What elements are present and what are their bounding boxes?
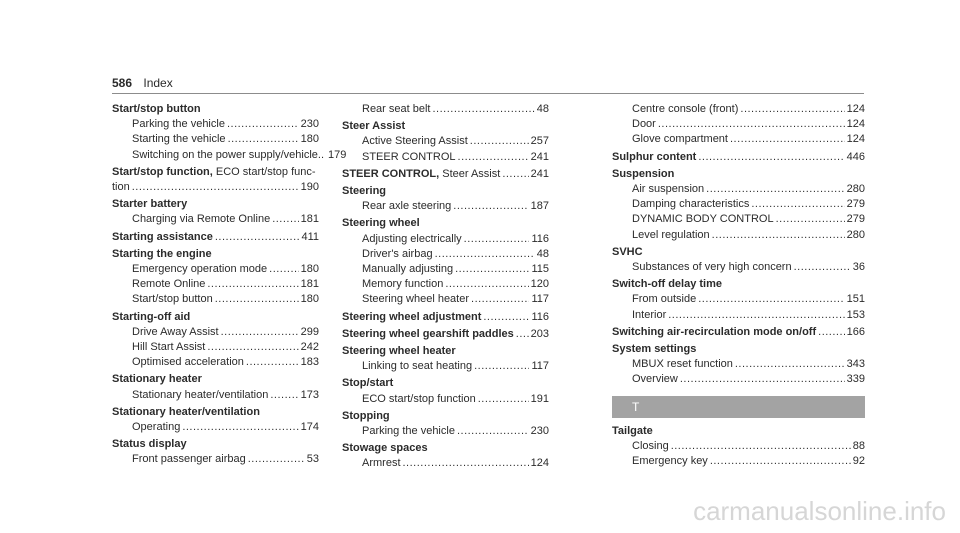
sub-entry[interactable]: Door ..... 124 (612, 117, 865, 132)
sub-entry[interactable]: Stationary heater/ventilation ..... 173 (112, 388, 319, 403)
index-entry (342, 184, 549, 214)
sub-entry[interactable]: Remote Online ..... 181 (112, 277, 319, 292)
sub-entry[interactable]: Hill Start Assist ..... 242 (112, 340, 319, 355)
entry-continuation: tion ..... 190 (112, 180, 319, 195)
entry-heading: Stopping (342, 409, 390, 422)
index-entry[interactable]: Switching air-recirculation mode on/off ..... 166 (612, 325, 865, 340)
index-entry (612, 342, 865, 388)
entry-heading: Steering wheel gearshift paddles (342, 327, 514, 340)
sub-entry[interactable]: Drive Away Assist ..... 299 (112, 325, 319, 340)
header-rule (112, 93, 864, 94)
sub-entry[interactable]: Air suspension ..... 280 (612, 182, 865, 197)
sub-entry[interactable]: Rear axle steering ..... 187 (342, 199, 549, 214)
entry-heading: System settings (612, 343, 697, 356)
entry-heading: Steering wheel (342, 217, 420, 230)
index-entry (112, 405, 319, 435)
sub-entry[interactable]: Start/stop button ..... 180 (112, 292, 319, 307)
index-column-3 (612, 102, 865, 469)
index-entry (112, 372, 319, 402)
index-entry (342, 409, 549, 439)
sub-entry[interactable]: Switching on the power supply/vehicle.. 179 (132, 148, 347, 161)
index-entry (612, 245, 865, 275)
entry-heading: Start/stop button (112, 103, 201, 115)
sub-entry[interactable]: Emergency key ..... 92 (612, 454, 865, 469)
sub-entry[interactable]: Interior ..... 153 (612, 308, 865, 323)
entry-heading: Suspension (612, 167, 675, 180)
sub-entry[interactable]: Steering wheel heater ..... 117 (342, 292, 549, 307)
index-entry (612, 102, 865, 148)
index-entry[interactable]: STEER CONTROL, Steer Assist ..... 241 (342, 167, 549, 182)
sub-entry[interactable]: Operating ..... 174 (112, 420, 319, 435)
entry-heading: Switching air-recirculation mode on/off (612, 325, 817, 338)
sub-entry[interactable]: ECO start/stop function ..... 191 (342, 392, 549, 407)
index-entry[interactable]: Steering wheel gearshift paddles ..... 203 (342, 327, 549, 342)
index-entry (112, 437, 319, 467)
entry-heading: Stationary heater (112, 373, 202, 386)
entry-heading: SVHC (612, 245, 643, 258)
sub-entry[interactable]: MBUX reset function ..... 343 (612, 357, 865, 372)
section-title: Index (143, 76, 173, 90)
entry-heading: Stationary heater/ventilation (112, 405, 260, 418)
sub-entry[interactable]: Front passenger airbag ..... 53 (112, 452, 319, 467)
entry-heading: Starting the engine (112, 247, 212, 260)
entry-heading: Tailgate (612, 424, 653, 437)
sub-entry[interactable]: Glove compartment ..... 124 (612, 132, 865, 147)
sub-entry[interactable]: Active Steering Assist ..... 257 (342, 134, 549, 149)
sub-entry[interactable]: Manually adjusting ..... 115 (342, 262, 549, 277)
sub-entry[interactable]: DYNAMIC BODY CONTROL ..... 279 (612, 212, 865, 227)
sub-entry[interactable]: Overview ..... 339 (612, 372, 865, 387)
entry-heading: Steer Assist (342, 120, 406, 133)
sub-entry[interactable]: Starting the vehicle ..... 180 (112, 132, 319, 147)
sub-entry[interactable]: STEER CONTROL ..... 241 (342, 150, 549, 165)
entry-heading: STEER CONTROL, (342, 167, 440, 180)
index-entry (342, 216, 549, 307)
entry-heading: Sulphur content (612, 150, 697, 163)
sub-entry[interactable]: Adjusting electrically ..... 116 (342, 232, 549, 247)
entry-heading: Starter battery (112, 198, 188, 211)
sub-entry[interactable]: Optimised acceleration ..... 183 (112, 355, 319, 370)
entry-heading: Starting-off aid (112, 310, 191, 323)
sub-entry[interactable]: Centre console (front) ..... 124 (612, 102, 865, 117)
index-entry (342, 102, 549, 117)
entry-heading: Start/stop function, (112, 165, 213, 178)
index-entry (612, 277, 865, 323)
page-header (112, 76, 173, 90)
index-entry[interactable]: Steering wheel adjustment ..... 116 (342, 310, 549, 325)
entry-heading: Steering (342, 185, 387, 198)
entry-heading: Switch-off delay time (612, 278, 723, 291)
sub-entry[interactable]: Parking the vehicle ..... 230 (342, 424, 549, 439)
sub-entry[interactable]: Linking to seat heating ..... 117 (342, 359, 549, 374)
page-number: 586 (112, 76, 133, 90)
index-entry (112, 310, 319, 371)
index-column-1 (112, 102, 347, 468)
index-entry[interactable]: Start/stop function, ECO start/stop func- tion ..... 190 (112, 165, 319, 195)
sub-entry[interactable]: Substances of very high concern ..... 36 (612, 260, 865, 275)
entry-heading: Stop/start (342, 377, 394, 390)
index-entry (342, 441, 549, 471)
sub-entry[interactable]: Charging via Remote Online ..... 181 (112, 212, 319, 227)
index-entry (112, 102, 347, 163)
entry-heading: Stowage spaces (342, 442, 428, 455)
sub-entry[interactable]: From outside ..... 151 (612, 292, 865, 307)
index-entry[interactable]: Starting assistance ..... 411 (112, 230, 319, 245)
index-column-2 (342, 102, 549, 472)
sub-entry[interactable]: Parking the vehicle ..... 230 (112, 117, 319, 132)
watermark: carmanualsonline.info (693, 496, 946, 526)
index-entry (342, 119, 549, 165)
index-entry[interactable]: Sulphur content ..... 446 (612, 150, 865, 165)
sub-entry[interactable]: Damping characteristics ..... 279 (612, 197, 865, 212)
sub-entry[interactable]: Memory function ..... 120 (342, 277, 549, 292)
sub-entry[interactable]: Level regulation ..... 280 (612, 228, 865, 243)
index-entry (112, 247, 319, 308)
sub-entry[interactable]: Emergency operation mode ..... 180 (112, 262, 319, 277)
entry-heading: Steering wheel adjustment (342, 310, 482, 323)
index-entry (342, 376, 549, 406)
entry-heading: Starting assistance (112, 230, 213, 243)
sub-entry[interactable]: Closing ..... 88 (612, 439, 865, 454)
index-entry (612, 167, 865, 243)
sub-entry[interactable]: Driver's airbag ..... 48 (342, 247, 549, 262)
entry-heading: Status display (112, 438, 187, 451)
sub-entry[interactable]: Rear seat belt ..... 48 (342, 102, 549, 117)
index-entry (342, 344, 549, 374)
entry-heading: Steering wheel heater (342, 345, 456, 358)
sub-entry[interactable]: Armrest ..... 124 (342, 456, 549, 471)
index-entry (112, 197, 319, 227)
index-entry (612, 424, 865, 470)
letter-divider: T (612, 396, 865, 418)
